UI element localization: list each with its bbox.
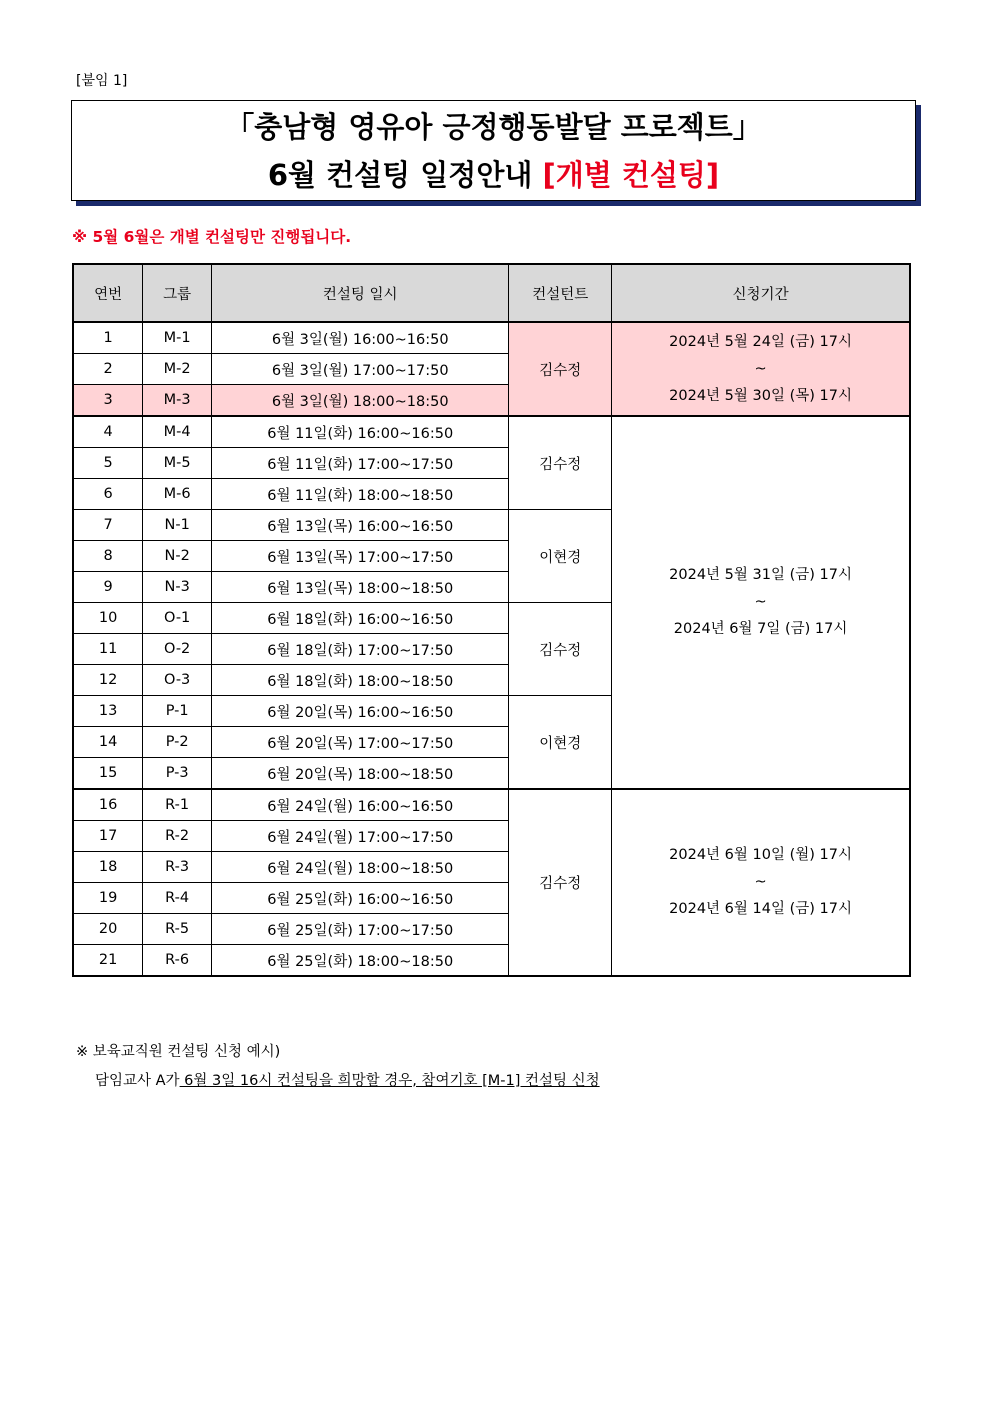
row-no: 18	[73, 852, 143, 883]
consultant-cell: 김수정	[509, 789, 612, 976]
footnote-title: ※ 보육교직원 컨설팅 신청 예시)	[76, 1044, 281, 1060]
header-group: 그룹	[143, 264, 212, 322]
row-datetime: 6월 25일(화) 16:00~16:50	[212, 883, 509, 914]
row-datetime: 6월 11일(화) 16:00~16:50	[212, 416, 509, 448]
row-datetime: 6월 11일(화) 17:00~17:50	[212, 448, 509, 479]
header-period: 신청기간	[612, 264, 910, 322]
table-row	[73, 416, 910, 448]
row-datetime: 6월 20일(목) 16:00~16:50	[212, 696, 509, 727]
period-sep: ~	[754, 360, 767, 377]
row-no: 11	[73, 634, 143, 665]
row-no: 4	[73, 416, 143, 448]
row-datetime: 6월 25일(화) 17:00~17:50	[212, 914, 509, 945]
period-start: 2024년 5월 31일 (금) 17시	[669, 567, 852, 583]
schedule-table	[72, 263, 911, 977]
consultant-cell: 김수정	[509, 603, 612, 696]
row-no: 2	[73, 354, 143, 385]
row-datetime: 6월 25일(화) 18:00~18:50	[212, 945, 509, 977]
row-no: 19	[73, 883, 143, 914]
row-datetime: 6월 3일(월) 18:00~18:50	[212, 385, 509, 417]
row-no: 7	[73, 510, 143, 541]
row-group: N-3	[143, 572, 212, 603]
row-datetime: 6월 24일(월) 18:00~18:50	[212, 852, 509, 883]
title-line2	[72, 153, 915, 194]
row-no: 20	[73, 914, 143, 945]
row-datetime: 6월 13일(목) 18:00~18:50	[212, 572, 509, 603]
title-line2-highlight: [개별 컨설팅]	[542, 158, 720, 192]
header-consultant: 컨설턴트	[509, 264, 612, 322]
row-no: 21	[73, 945, 143, 977]
title-line2-prefix: 6월 컨설팅 일정안내	[267, 158, 543, 192]
period-cell	[612, 416, 910, 789]
example-underlined: 6월 3일 16시 컨설팅을 희망할 경우, 참여기호 [M-1] 컨설팅 신청	[179, 1073, 600, 1089]
row-group: N-1	[143, 510, 212, 541]
consultant-cell: 이현경	[509, 510, 612, 603]
row-datetime: 6월 24일(월) 16:00~16:50	[212, 789, 509, 821]
row-no: 1	[73, 322, 143, 354]
row-no: 15	[73, 758, 143, 790]
row-datetime: 6월 20일(목) 17:00~17:50	[212, 727, 509, 758]
row-no: 14	[73, 727, 143, 758]
row-datetime: 6월 13일(목) 17:00~17:50	[212, 541, 509, 572]
footnote-example	[95, 1069, 600, 1090]
period-cell	[612, 789, 910, 976]
row-no: 10	[73, 603, 143, 634]
row-group: M-4	[143, 416, 212, 448]
title-box	[71, 100, 916, 201]
row-group: M-2	[143, 354, 212, 385]
row-datetime: 6월 20일(목) 18:00~18:50	[212, 758, 509, 790]
row-group: R-4	[143, 883, 212, 914]
table-row	[73, 322, 910, 354]
row-group: R-1	[143, 789, 212, 821]
row-group: M-1	[143, 322, 212, 354]
row-group: P-2	[143, 727, 212, 758]
row-datetime: 6월 3일(월) 17:00~17:50	[212, 354, 509, 385]
consultant-cell: 이현경	[509, 696, 612, 790]
row-datetime: 6월 13일(목) 16:00~16:50	[212, 510, 509, 541]
row-group: O-2	[143, 634, 212, 665]
row-group: R-5	[143, 914, 212, 945]
row-group: P-1	[143, 696, 212, 727]
row-no: 17	[73, 821, 143, 852]
period-end: 2024년 6월 14일 (금) 17시	[669, 901, 852, 917]
row-no: 5	[73, 448, 143, 479]
row-group: M-6	[143, 479, 212, 510]
row-no: 9	[73, 572, 143, 603]
row-datetime: 6월 18일(화) 18:00~18:50	[212, 665, 509, 696]
row-group: R-2	[143, 821, 212, 852]
consultant-cell: 김수정	[509, 416, 612, 510]
table-header-row	[73, 264, 910, 322]
example-prefix: 담임교사 A가	[95, 1073, 180, 1089]
period-end: 2024년 5월 30일 (목) 17시	[669, 387, 852, 404]
period-sep: ~	[754, 874, 767, 890]
notice-text: ※ 5월 6월은 개별 컨설팅만 진행됩니다.	[72, 228, 352, 246]
period-sep: ~	[754, 594, 767, 610]
row-datetime: 6월 11일(화) 18:00~18:50	[212, 479, 509, 510]
period-cell	[612, 322, 910, 416]
title-line1: 「충남형 영유아 긍정행동발달 프로젝트」	[225, 110, 762, 144]
row-no: 6	[73, 479, 143, 510]
period-start: 2024년 6월 10일 (월) 17시	[669, 847, 852, 863]
period-start: 2024년 5월 24일 (금) 17시	[669, 333, 852, 350]
header-no: 연번	[73, 264, 143, 322]
row-datetime: 6월 24일(월) 17:00~17:50	[212, 821, 509, 852]
row-group: R-6	[143, 945, 212, 977]
row-group: R-3	[143, 852, 212, 883]
table-row	[73, 789, 910, 821]
row-group: O-3	[143, 665, 212, 696]
attachment-label: [붙임 1]	[76, 73, 128, 89]
consultant-cell: 김수정	[509, 322, 612, 416]
period-end: 2024년 6월 7일 (금) 17시	[673, 621, 848, 637]
row-group: M-3	[143, 385, 212, 417]
row-no: 8	[73, 541, 143, 572]
header-datetime: 컨설팅 일시	[212, 264, 509, 322]
row-datetime: 6월 18일(화) 17:00~17:50	[212, 634, 509, 665]
row-no: 12	[73, 665, 143, 696]
row-no: 16	[73, 789, 143, 821]
row-datetime: 6월 3일(월) 16:00~16:50	[212, 322, 509, 354]
row-group: P-3	[143, 758, 212, 790]
row-datetime: 6월 18일(화) 16:00~16:50	[212, 603, 509, 634]
row-no: 3	[73, 385, 143, 417]
row-group: O-1	[143, 603, 212, 634]
row-group: N-2	[143, 541, 212, 572]
row-group: M-5	[143, 448, 212, 479]
row-no: 13	[73, 696, 143, 727]
